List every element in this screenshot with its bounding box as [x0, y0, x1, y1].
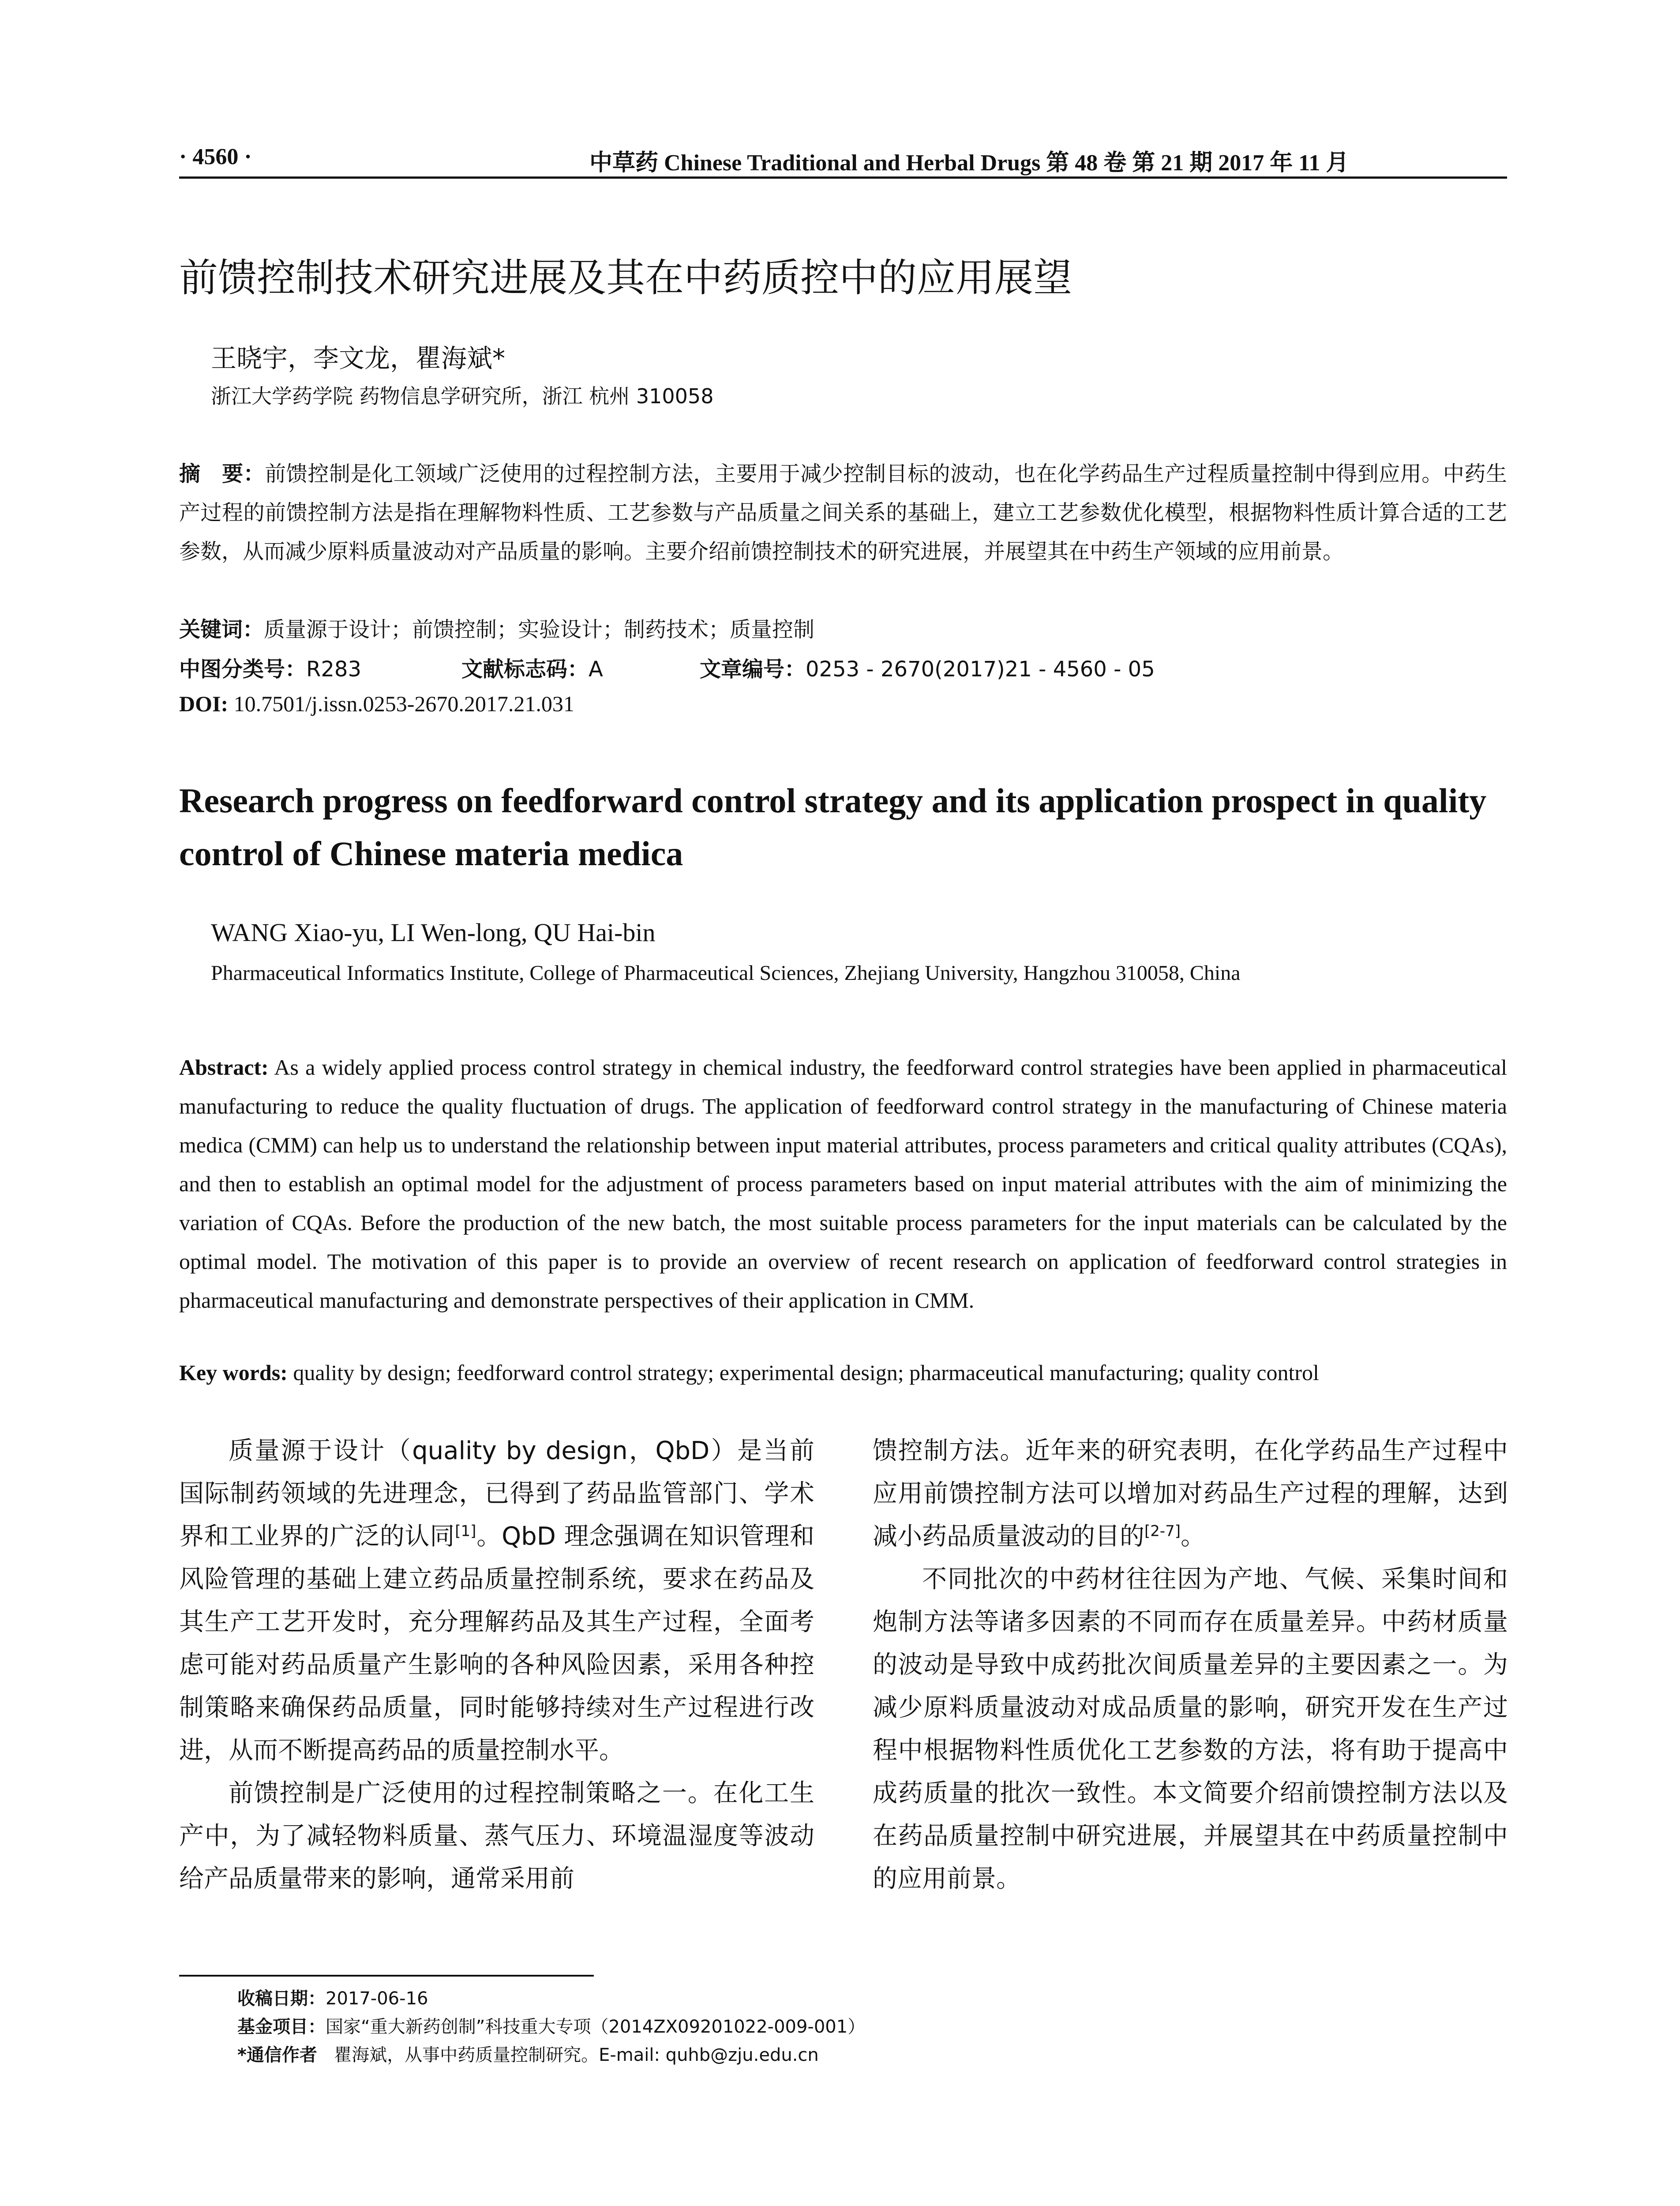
english-abstract [179, 1048, 1507, 1360]
chinese-title: 前馈控制技术研究进展及其在中药质控中的应用展望 [179, 255, 1072, 300]
citation-ref[interactable]: [1] [455, 1522, 476, 1540]
english-affiliation: Pharmaceutical Informatics Institute, College of Pharmaceutical Sciences, Zhejiang University, Hangzhou 310058, China [211, 961, 1241, 985]
clc-value: R283 [306, 657, 361, 682]
english-keywords [179, 1360, 1319, 1385]
body-paragraph-1 [179, 1429, 814, 1772]
english-keywords-text: quality by design; feedforward control strategy; experimental design; pharmaceutical manufacturing; quality control [293, 1360, 1319, 1385]
received-label: 收稿日期： [237, 1988, 326, 2009]
body-text: 。 [1181, 1522, 1206, 1551]
english-abstract-text: As a widely applied process control strategy in chemical industry, the feedforward control strategies have been applied in pharmaceutical manufacturing to reduce the quality fluctuation of drugs. The application of feedforward control strategy in the manufacturing of Chinese materia medica (CMM) can help us to understand the relationship between input material attributes, process parameters and critical quality attributes (CQAs), and then to establish an optimal model for the adjustment of process parameters based on input material attributes with the aim of minimizing the variation of CQAs. Before the production of the new batch, the most suitable process parameters for the input materials can be calculated by the optimal model. The motivation of this paper is to provide an overview of recent research on application of feedforward control strategies in pharmaceutical manufacturing and demonstrate perspectives of their application in CMM. [179, 1055, 1507, 1313]
body-text: 馈控制方法。近年来的研究表明，在化学药品生产过程中应用前馈控制方法可以增加对药品生产过程的理解，达到减小药品质量波动的目的 [873, 1437, 1508, 1551]
citation-ref[interactable]: [2-7] [1144, 1522, 1181, 1540]
received-value: 2017-06-16 [326, 1988, 428, 2009]
doi-line [179, 691, 574, 717]
body-text: 。QbD 理念强调在知识管理和风险管理的基础上建立药品质量控制系统，要求在药品及其生产工艺开发时，充分理解药品及其生产过程，全面考虑可能对药品质量产生影响的各种风险因素，采用各种控制策略来确保药品质量，同时能够持续对生产过程进行改进，从而不断提高药品的质量控制水平。 [179, 1522, 815, 1765]
footnote-fund [237, 2013, 865, 2038]
doc-code-label: 文献标志码： [461, 657, 589, 682]
journal-name: 中草药 Chinese Traditional and Herbal Drugs 第 48 卷 第 21 期 2017 年 11 月 [589, 150, 1349, 176]
clc-label: 中图分类号： [179, 657, 307, 682]
body-column-left [179, 1429, 814, 1900]
body-text: 质量源于设计（quality by design，QbD）是当前国际制药领域的先进理念，已得到了药品监管部门、学术界和工业界的广泛的认同 [179, 1437, 814, 1551]
page-number: · 4560 · [179, 144, 252, 169]
body-paragraph-2-continued [873, 1429, 1508, 1558]
body-paragraph-2: 前馈控制是广泛使用的过程控制策略之一。在化工生产中，为了减轻物料质量、蒸气压力、环境温湿度等波动给产品质量带来的影响，通常采用前 [179, 1779, 814, 1893]
article-no-label: 文章编号： [700, 657, 806, 682]
corresponding-label: *通信作者 [237, 2045, 317, 2065]
english-keywords-label: Key words: [179, 1360, 288, 1385]
doc-code-value: A [589, 657, 603, 682]
article-no-value: 0253 - 2670(2017)21 - 4560 - 05 [806, 657, 1155, 682]
classification-line [179, 652, 1155, 683]
chinese-keywords-text: 质量源于设计；前馈控制；实验设计；制药技术；质量控制 [264, 617, 815, 642]
footnote-corresponding [237, 2041, 819, 2066]
chinese-abstract-text: 前馈控制是化工领域广泛使用的过程控制方法，主要用于减少控制目标的波动，也在化学药品生产过程质量控制中得到应用。中药生产过程的前馈控制方法是指在理解物料性质、工艺参数与产品质量之间关系的基础上，建立工艺参数优化模型，根据物料性质计算合适的工艺参数，从而减少原料质量波动对产品质量的影响。主要介绍前馈控制技术的研究进展，并展望其在中药生产领域的应用前景。 [179, 461, 1507, 564]
english-title: Research progress on feedforward control strategy and its application prospect in quality control of Chinese materia medica [179, 781, 1487, 873]
corresponding-value: 瞿海斌，从事中药质量控制研究。E-mail: quhb@zju.edu.cn [334, 2045, 819, 2065]
footnote-rule [179, 1975, 594, 1977]
fund-label: 基金项目： [237, 2017, 326, 2037]
chinese-authors: 王晓宇，李文龙，瞿海斌* [211, 343, 506, 373]
chinese-abstract-label: 摘 要： [179, 461, 265, 486]
body-column-right [873, 1429, 1508, 1900]
english-authors: WANG Xiao-yu, LI Wen-long, QU Hai-bin [211, 918, 656, 947]
chinese-keywords [179, 612, 814, 643]
english-abstract-label: Abstract: [179, 1055, 269, 1080]
chinese-keywords-label: 关键词： [179, 617, 264, 642]
footnote-received [237, 1985, 428, 2010]
chinese-affiliation: 浙江大学药学院 药物信息学研究所，浙江 杭州 310058 [211, 384, 714, 408]
doi-value[interactable]: 10.7501/j.issn.0253-2670.2017.21.031 [233, 691, 574, 716]
body-paragraph-3: 不同批次的中药材往往因为产地、气候、采集时间和炮制方法等诸多因素的不同而存在质量差异。中药材质量的波动是导致中成药批次间质量差异的主要因素之一。为减少原料质量波动对成品质量的影响，研究开发在生产过程中根据物料性质优化工艺参数的方法，将有助于提高中成药质量的批次一致性。本文简要介绍前馈控制方法以及在药品质量控制中研究进展，并展望其在中药质量控制中的应用前景。 [873, 1565, 1508, 1893]
fund-value: 国家“重大新药创制”科技重大专项（2014ZX09201022-009-001） [326, 2017, 866, 2037]
chinese-abstract [179, 454, 1507, 612]
header-rule [179, 176, 1507, 179]
running-header [179, 140, 1507, 179]
doi-label: DOI: [179, 691, 229, 716]
